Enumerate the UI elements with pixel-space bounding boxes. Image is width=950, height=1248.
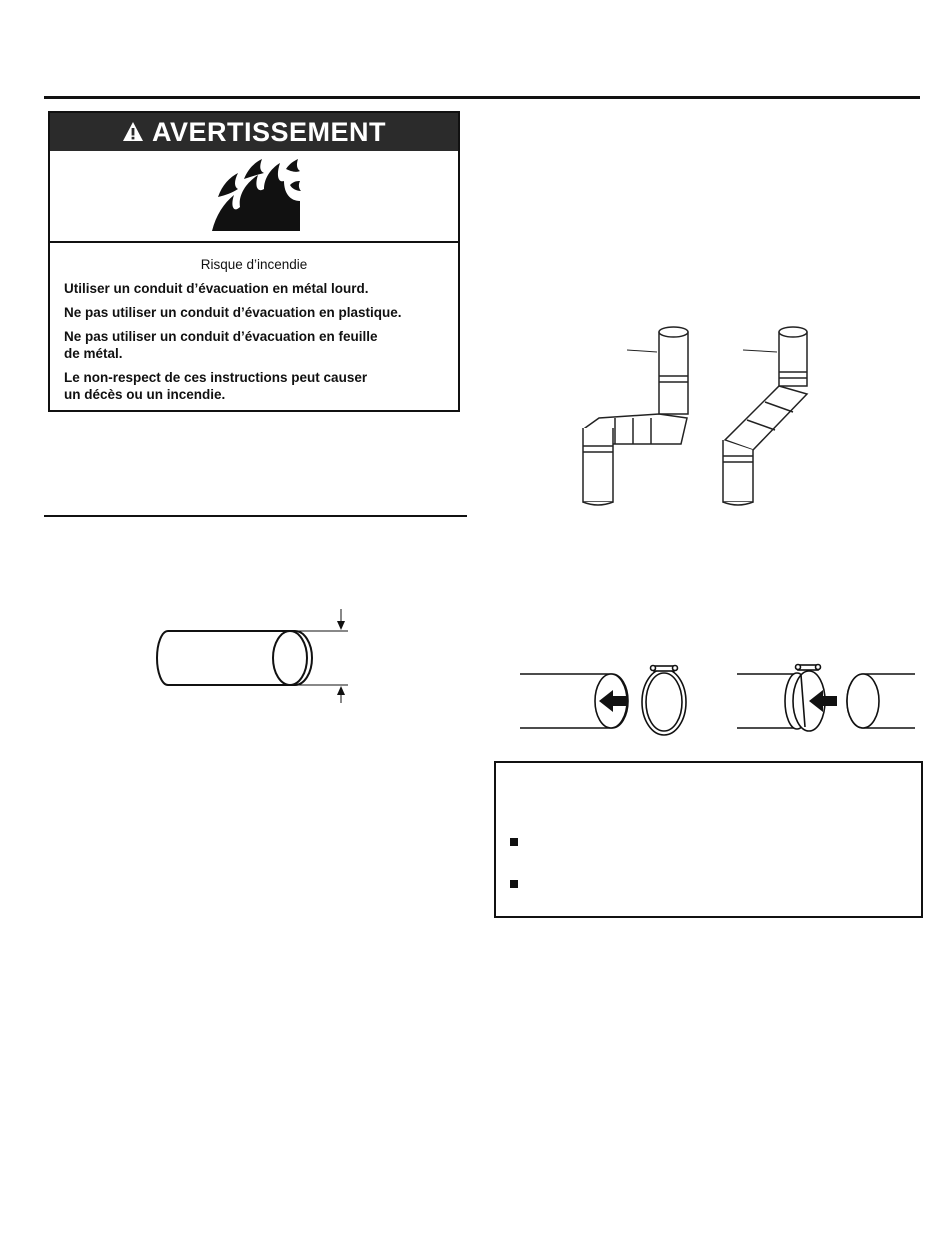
- warning-line-2: Ne pas utiliser un conduit d’évacuation en plastique.: [64, 305, 402, 320]
- fire-icon: [204, 157, 304, 235]
- risk-title: Risque d’incendie: [200, 257, 308, 272]
- warning-line-3: Ne pas utiliser un conduit d’évacuation en feuille de métal.: [64, 329, 378, 361]
- elbow-duct-illustration: [575, 322, 825, 512]
- clamp-connection-illustration: [515, 660, 920, 745]
- bullet-icon: [510, 838, 518, 846]
- bullet-icon: [510, 880, 518, 888]
- warning-body: [50, 243, 458, 403]
- fire-pictogram-area: [50, 151, 458, 243]
- warning-line-4: Le non-respect de ces instructions peut causer un décès ou un incendie.: [64, 370, 368, 402]
- warning-box: [48, 111, 460, 412]
- section-rule: [44, 515, 467, 517]
- alert-triangle-icon: [122, 121, 144, 143]
- warning-line-1: Utiliser un conduit d’évacuation en métal lourd.: [64, 281, 369, 296]
- note-box: [494, 761, 923, 918]
- warning-header: [50, 113, 458, 151]
- warning-title: AVERTISSEMENT: [151, 116, 387, 147]
- top-rule: [44, 96, 920, 99]
- duct-diameter-illustration: [150, 605, 360, 705]
